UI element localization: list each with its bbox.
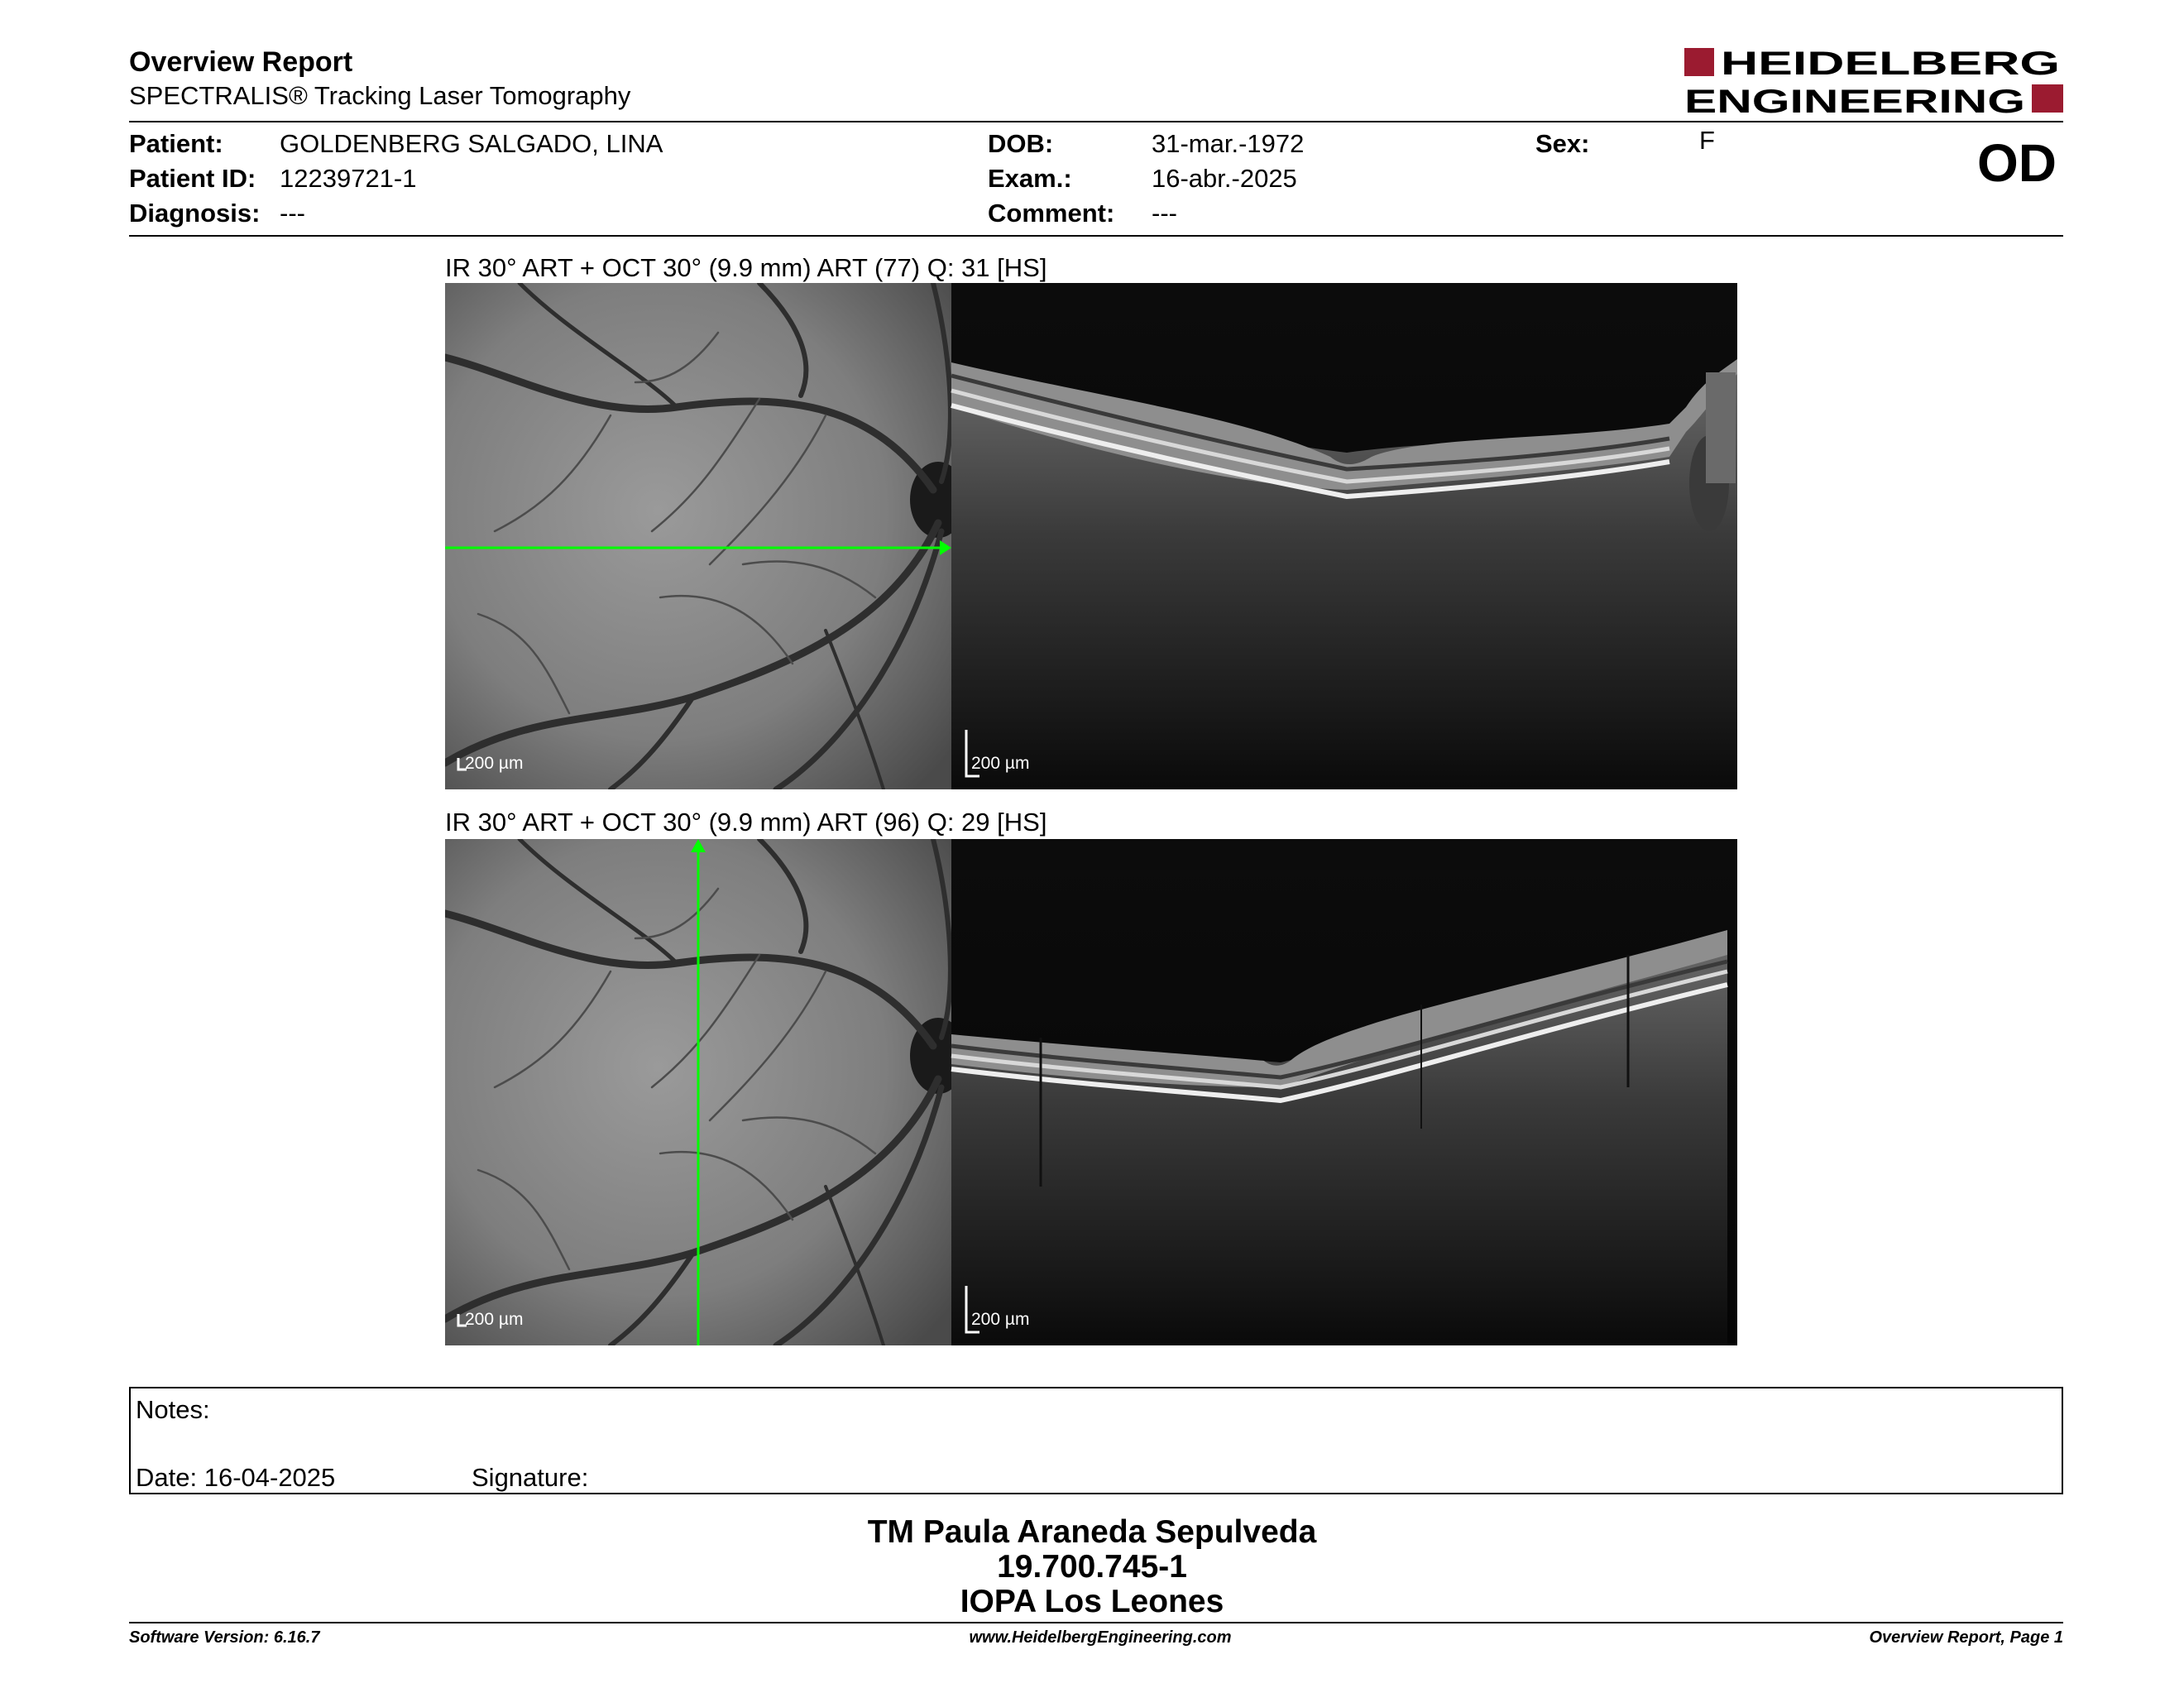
patient-id: 12239721-1 <box>280 164 417 193</box>
scan-2-title: IR 30° ART + OCT 30° (9.9 mm) ART (96) Q: 29 [HS] <box>445 808 1047 837</box>
oct-scale-label-1: 200 µm <box>971 754 1030 773</box>
patient-name-label: Patient: <box>129 129 223 158</box>
software-version: Software Version: 6.16.7 <box>129 1628 320 1647</box>
heidelberg-logo <box>1684 46 2063 116</box>
sex-value: F <box>1699 126 1715 155</box>
signer-id: 19.700.745-1 <box>997 1549 1187 1585</box>
website-link[interactable]: www.HeidelbergEngineering.com <box>969 1628 1232 1647</box>
date-label: Date: 16-04-2025 <box>136 1463 336 1492</box>
patient-id-label: Patient ID: <box>129 164 256 193</box>
diagnosis-label: Diagnosis: <box>129 199 261 228</box>
report-title: Overview Report <box>129 46 353 78</box>
comment-value: --- <box>1152 199 1177 228</box>
ir-scale-label-1: 200 µm <box>465 754 524 773</box>
scan-1-images <box>445 283 1737 789</box>
ir-fundus-image-1 <box>445 283 966 789</box>
diagnosis-value: --- <box>280 199 305 228</box>
exam-label: Exam.: <box>988 164 1072 193</box>
signature-label: Signature: <box>472 1463 589 1492</box>
dob-label: DOB: <box>988 129 1054 158</box>
svg-text:ENGINEERING: ENGINEERING <box>1684 84 2025 116</box>
scan-1-title: IR 30° ART + OCT 30° (9.9 mm) ART (77) Q: 31 [HS] <box>445 253 1047 282</box>
oct-bscan-image-1 <box>951 283 1737 789</box>
sex-label: Sex: <box>1535 129 1590 158</box>
eye-indicator: OD <box>1977 133 2057 193</box>
exam-value: 16-abr.-2025 <box>1152 164 1297 193</box>
patient-name: GOLDENBERG SALGADO, LINA <box>280 129 663 158</box>
info-divider <box>129 235 2063 237</box>
comment-label: Comment: <box>988 199 1115 228</box>
oct-bscan-image-2 <box>951 839 1737 1345</box>
footer-divider <box>129 1622 2063 1623</box>
ir-scale-label-2: 200 µm <box>465 1310 524 1329</box>
oct-scale-label-2: 200 µm <box>971 1310 1030 1329</box>
page-indicator: Overview Report, Page 1 <box>1869 1628 2063 1647</box>
scan-2-images <box>445 839 1737 1345</box>
notes-box <box>129 1387 2063 1494</box>
header-divider <box>129 121 2063 122</box>
svg-text:HEIDELBERG: HEIDELBERG <box>1721 46 2060 82</box>
signer-institution: IOPA Los Leones <box>960 1584 1224 1619</box>
report-subtitle: SPECTRALIS® Tracking Laser Tomography <box>129 81 631 110</box>
signer-name: TM Paula Araneda Sepulveda <box>867 1514 1317 1550</box>
ir-fundus-image-2 <box>445 839 966 1345</box>
notes-label: Notes: <box>136 1395 210 1424</box>
dob-value: 31-mar.-1972 <box>1152 129 1305 158</box>
